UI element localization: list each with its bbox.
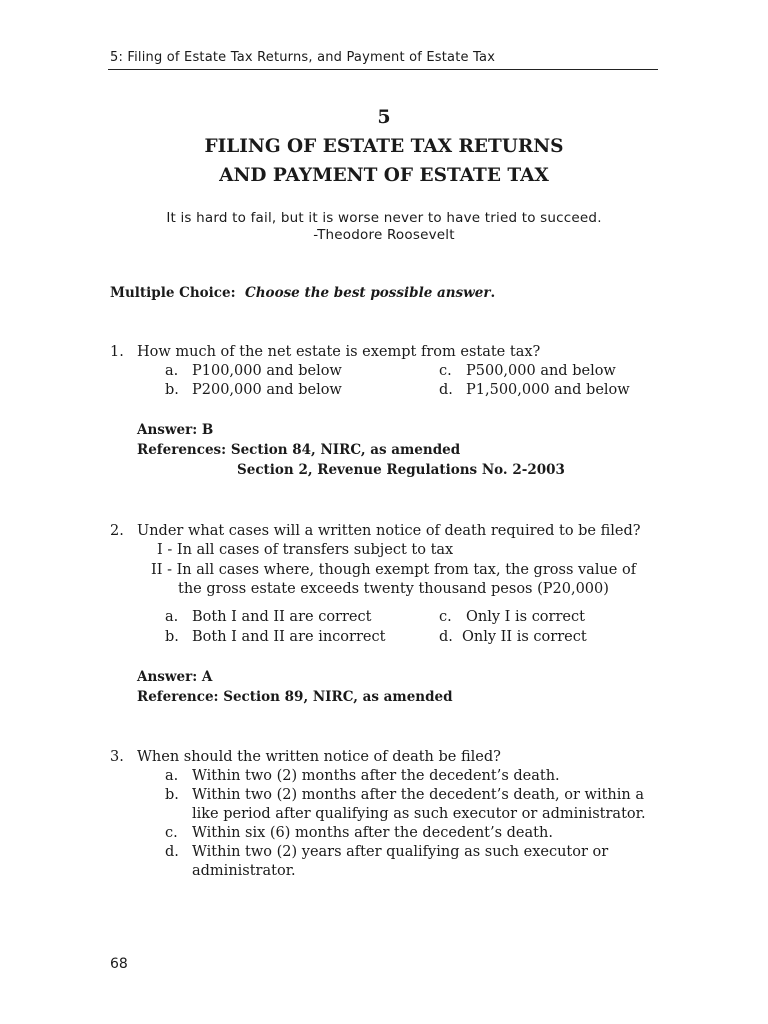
question-2-number: 2. xyxy=(110,523,124,539)
q3-choice-c-text: Within six (6) months after the decedent’s death. xyxy=(192,825,553,841)
q1-choice-b-letter: b. xyxy=(165,382,179,398)
q2-choice-a-text: Both I and II are correct xyxy=(192,609,372,625)
q3-choice-b-text-line-1: Within two (2) months after the decedent’s death, or within a xyxy=(192,787,644,803)
q2-statement-1: I - In all cases of transfers subject to tax xyxy=(157,542,454,558)
chapter-title-line-1: FILING OF ESTATE TAX RETURNS xyxy=(204,136,564,157)
page-number: 68 xyxy=(110,956,128,972)
q2-choice-c-letter: c. xyxy=(439,609,452,625)
header-divider xyxy=(108,69,658,70)
question-3-number: 3. xyxy=(110,749,124,765)
epigraph-text: It is hard to fail, but it is worse never to have tried to succeed. xyxy=(166,210,602,226)
running-header: 5: Filing of Estate Tax Returns, and Payment of Estate Tax xyxy=(110,50,496,65)
question-3-text: When should the written notice of death be filed? xyxy=(137,749,501,765)
question-1-number: 1. xyxy=(110,344,124,360)
q1-choice-a-text: P100,000 and below xyxy=(192,363,342,379)
q2-statement-2-continued: the gross estate exceeds twenty thousand pesos (P20,000) xyxy=(178,581,609,597)
q1-reference-line-2: Section 2, Revenue Regulations No. 2-2003 xyxy=(237,462,565,478)
instructions xyxy=(110,285,495,301)
q1-answer: Answer: B xyxy=(137,422,214,438)
q3-choice-d-text-line-2: administrator. xyxy=(192,863,296,879)
q1-reference-line-1: References: Section 84, NIRC, as amended xyxy=(137,442,461,458)
instructions-label: Multiple Choice: xyxy=(110,285,236,301)
q1-choice-d-letter: d. xyxy=(439,382,453,398)
q2-choice-b-letter: b. xyxy=(165,629,179,645)
q3-choice-d-letter: d. xyxy=(165,844,179,860)
epigraph-author: -Theodore Roosevelt xyxy=(313,227,455,243)
q2-statement-2: II - In all cases where, though exempt from tax, the gross value of xyxy=(151,562,637,578)
q2-choice-d-letter: d. xyxy=(439,629,453,645)
q3-choice-a-letter: a. xyxy=(165,768,179,784)
question-2-text: Under what cases will a written notice of death required to be filed? xyxy=(137,523,641,539)
q2-choice-a-letter: a. xyxy=(165,609,179,625)
q2-reference: Reference: Section 89, NIRC, as amended xyxy=(137,689,453,705)
question-1-text: How much of the net estate is exempt from estate tax? xyxy=(137,344,541,360)
instructions-period: . xyxy=(490,285,496,301)
q1-choice-b-text: P200,000 and below xyxy=(192,382,342,398)
q1-choice-a-letter: a. xyxy=(165,363,179,379)
q3-choice-b-letter: b. xyxy=(165,787,179,803)
q1-choice-c-letter: c. xyxy=(439,363,452,379)
q2-choice-d-text: Only II is correct xyxy=(462,629,587,645)
q2-choice-c-text: Only I is correct xyxy=(466,609,585,625)
q2-choice-b-text: Both I and II are incorrect xyxy=(192,629,386,645)
q3-choice-d-text-line-1: Within two (2) years after qualifying as such executor or xyxy=(192,844,609,860)
instructions-text: Choose the best possible answer xyxy=(245,285,491,301)
q1-choice-c-text: P500,000 and below xyxy=(466,363,616,379)
q2-answer: Answer: A xyxy=(137,669,213,685)
q3-choice-c-letter: c. xyxy=(165,825,178,841)
q3-choice-a-text: Within two (2) months after the decedent’s death. xyxy=(192,768,560,784)
chapter-title-line-2: AND PAYMENT OF ESTATE TAX xyxy=(219,165,549,186)
chapter-number: 5 xyxy=(377,106,391,128)
q1-choice-d-text: P1,500,000 and below xyxy=(466,382,630,398)
q3-choice-b-text-line-2: like period after qualifying as such executor or administrator. xyxy=(192,806,646,822)
